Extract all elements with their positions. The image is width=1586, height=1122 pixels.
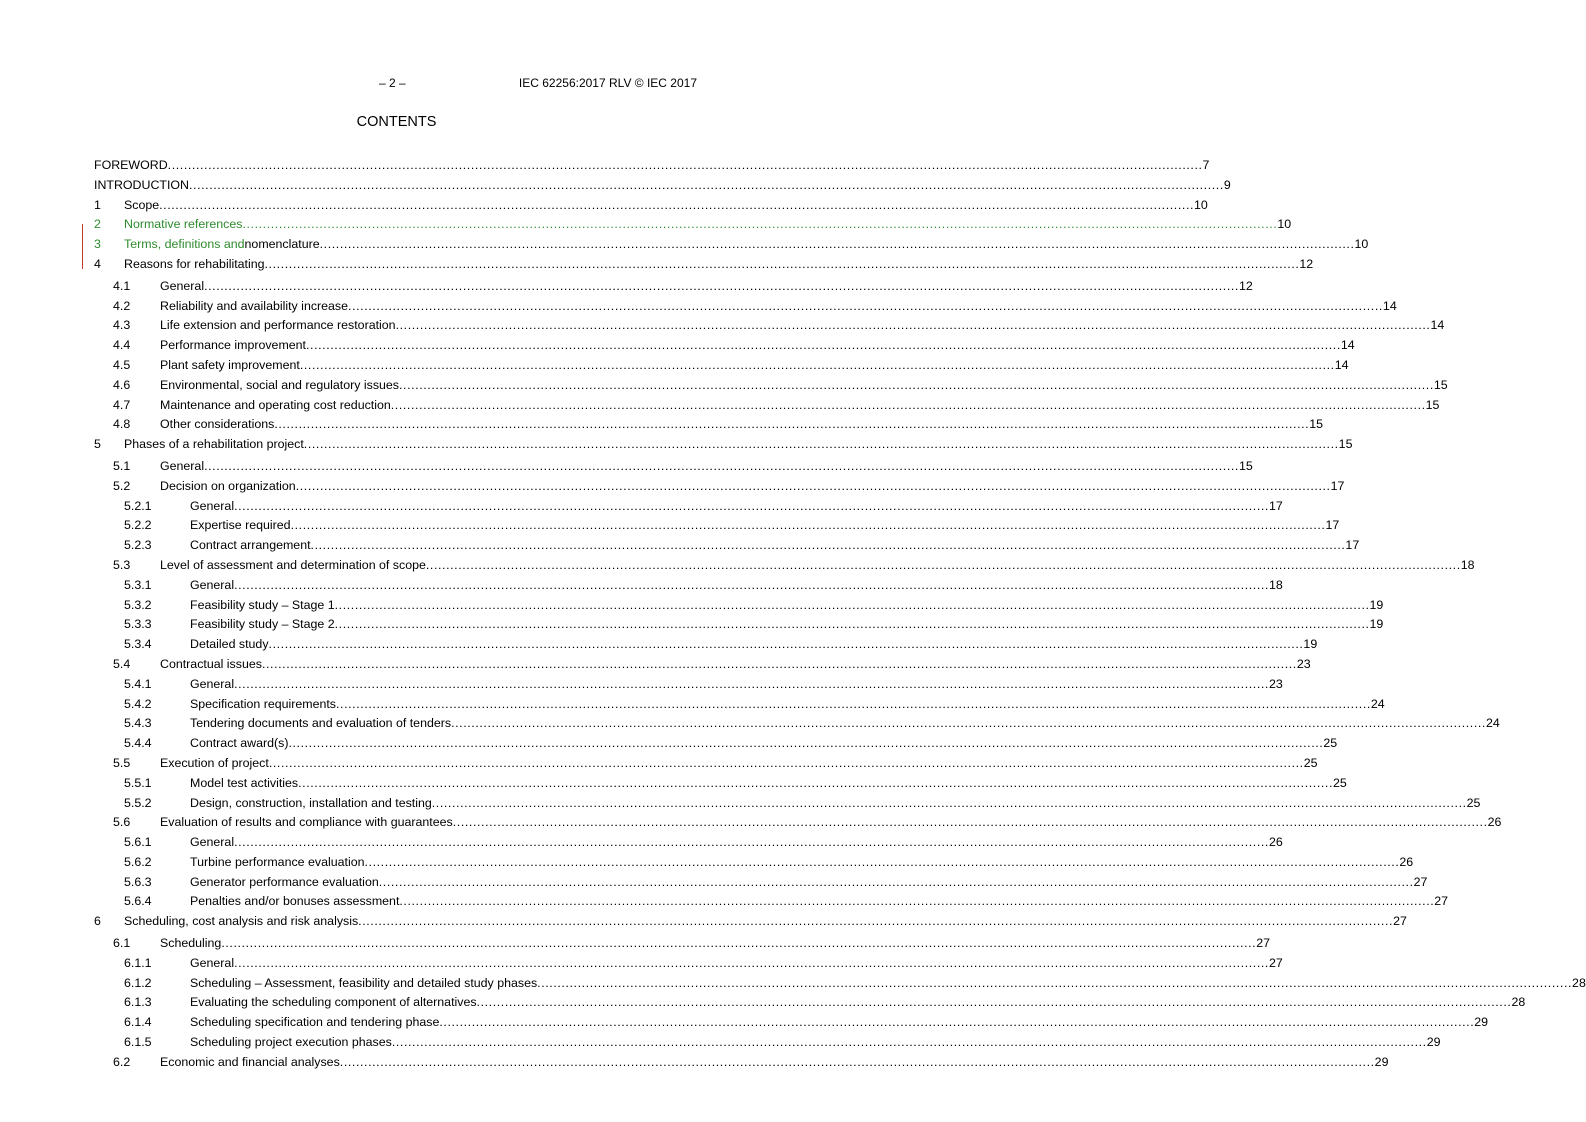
toc-entry-text: General xyxy=(190,498,235,513)
toc-entry-number: 4 xyxy=(94,256,101,271)
toc-entry-text: General xyxy=(190,676,235,691)
toc-entry-page: 27 xyxy=(1268,955,1283,970)
toc-entry-introduction[interactable]: INTRODUCTION ................................................................................................................................................................................................................................................................ 9 xyxy=(94,176,698,196)
toc-entry-page: 17 xyxy=(1325,518,1340,533)
toc-entry-number: 6.1.2 xyxy=(124,975,152,990)
toc-entry-number: 4.8 xyxy=(113,417,131,432)
toc-entry-text: Level of assessment and determination of scope xyxy=(160,557,426,572)
toc-entry-text: Contract arrangement xyxy=(190,538,311,553)
toc-entry-text: Evaluation of results and compliance with guarantees xyxy=(160,815,453,830)
toc-entry-number: 6.1.1 xyxy=(124,955,152,970)
toc-entry-number: 5.4.4 xyxy=(124,736,152,751)
toc-entry-page: 29 xyxy=(1426,1035,1441,1050)
toc-entry-5[interactable]: 5 Phases of a rehabilitation project ................................................................................................................................................................................................................................................................ 15 xyxy=(94,435,698,455)
toc-entry-page: 25 xyxy=(1323,736,1338,751)
toc-entry-6[interactable]: 6 Scheduling, cost analysis and risk analysis ................................................................................................................................................................................................................................................................ 27 xyxy=(94,912,698,932)
toc-entry-5-6-2[interactable]: 5.6.2 Turbine performance evaluation ................................................................................................................................................................................................................................................................ 26 xyxy=(94,853,698,873)
toc-entry-text: Scheduling project execution phases xyxy=(190,1035,392,1050)
toc-entry-number: 6.1.3 xyxy=(124,995,152,1010)
toc-entry-number: 5.5.2 xyxy=(124,795,152,810)
toc-entry-page: 18 xyxy=(1460,557,1475,572)
toc-entry-number: 5.6.4 xyxy=(124,894,152,909)
toc-entry-text: Execution of project xyxy=(160,755,269,770)
toc-entry-5-4-3[interactable]: 5.4.3 Tendering documents and evaluation of tenders ................................................................................................................................................................................................................................................................ 24 xyxy=(94,714,698,734)
toc-entry-5-2-2[interactable]: 5.2.2 Expertise required ................................................................................................................................................................................................................................................................ 17 xyxy=(94,516,698,536)
toc-entry-text: Generator performance evaluation xyxy=(190,874,379,889)
toc-entry-page: 28 xyxy=(1511,995,1526,1010)
toc-entry-text: Scheduling specification and tendering phase xyxy=(190,1015,440,1030)
toc-entry-5-5[interactable]: 5.5 Execution of project ................................................................................................................................................................................................................................................................ 25 xyxy=(94,754,698,774)
toc-entry-number: 2 xyxy=(94,217,101,232)
toc-entry-4[interactable]: 4 Reasons for rehabilitating ................................................................................................................................................................................................................................................................ 12 xyxy=(94,255,698,275)
toc-entry-page: 15 xyxy=(1309,417,1324,432)
toc-entry-6-1-4[interactable]: 6.1.4 Scheduling specification and tendering phase ................................................................................................................................................................................................................................................................ 29 xyxy=(94,1013,698,1033)
toc-entry-number: 4.6 xyxy=(113,377,131,392)
toc-entry-number: 4.4 xyxy=(113,338,131,353)
toc-entry-number: 5.3.4 xyxy=(124,637,152,652)
toc-entry-6-1[interactable]: 6.1 Scheduling ................................................................................................................................................................................................................................................................ 27 xyxy=(94,934,698,954)
toc-entry-text: Penalties and/or bonuses assessment xyxy=(190,894,400,909)
toc-entry-number: 6.1 xyxy=(113,936,131,951)
toc-entry-page: 17 xyxy=(1268,498,1283,513)
toc-entry-text: INTRODUCTION xyxy=(94,177,189,192)
toc-entry-4-5[interactable]: 4.5 Plant safety improvement ................................................................................................................................................................................................................................................................ 14 xyxy=(94,356,698,376)
toc-entry-page: 19 xyxy=(1303,637,1318,652)
toc-entry-number: 1 xyxy=(94,197,101,212)
toc-entry-text: Economic and financial analyses xyxy=(160,1054,340,1069)
toc-entry-number: 5.3 xyxy=(113,557,131,572)
toc-entry-page: 26 xyxy=(1487,815,1502,830)
toc-entry-5-6-4[interactable]: 5.6.4 Penalties and/or bonuses assessment ................................................................................................................................................................................................................................................................ 27 xyxy=(94,892,698,912)
toc-entry-page: 15 xyxy=(1425,397,1440,412)
toc-entry-number: 4.1 xyxy=(113,278,131,293)
toc-entry-5-5-2[interactable]: 5.5.2 Design, construction, installation and testing ................................................................................................................................................................................................................................................................ 25 xyxy=(94,794,698,814)
toc-entry-number: 5 xyxy=(94,437,101,452)
toc-entry-number: 6.2 xyxy=(113,1054,131,1069)
toc-entry-number: 5.5.1 xyxy=(124,775,152,790)
toc-entry-number: 5.4 xyxy=(113,656,131,671)
toc-entry-page: 27 xyxy=(1393,914,1407,929)
toc-entry-page: 10 xyxy=(1277,217,1292,232)
toc-entry-page: 19 xyxy=(1369,597,1384,612)
toc-entry-number: 4.2 xyxy=(113,298,131,313)
toc-entry-4-4[interactable]: 4.4 Performance improvement ................................................................................................................................................................................................................................................................ 14 xyxy=(94,336,698,356)
toc-entry-page: 12 xyxy=(1238,278,1253,293)
toc-entry-number: 5.2.1 xyxy=(124,498,152,513)
toc-entry-text: Scheduling xyxy=(160,936,222,951)
toc-entry-text: General xyxy=(190,955,235,970)
toc-entry-number: 5.5 xyxy=(113,755,131,770)
toc-entry-text: Contractual issues xyxy=(160,656,262,671)
toc-entry-page: 29 xyxy=(1374,1054,1389,1069)
toc-entry-6-1-3[interactable]: 6.1.3 Evaluating the scheduling component of alternatives ................................................................................................................................................................................................................................................................ 28 xyxy=(94,993,698,1013)
toc-entry-page: 10 xyxy=(1194,197,1208,212)
toc-entry-text: Plant safety improvement xyxy=(160,357,300,372)
toc-entry-text: General xyxy=(160,278,205,293)
toc-entry-number: 5.1 xyxy=(113,458,131,473)
toc-entry-5-4-2[interactable]: 5.4.2 Specification requirements ................................................................................................................................................................................................................................................................ 24 xyxy=(94,695,698,715)
toc-entry-page: 28 xyxy=(1572,975,1586,990)
toc-entry-5-6-3[interactable]: 5.6.3 Generator performance evaluation ................................................................................................................................................................................................................................................................ 27 xyxy=(94,873,698,893)
toc-entry-text: Scope xyxy=(124,197,160,212)
toc-entry-text: Turbine performance evaluation xyxy=(190,854,365,869)
toc-entry-number: 5.4.2 xyxy=(124,696,152,711)
toc-entry-text: Detailed study xyxy=(190,637,269,652)
toc-entry-page: 29 xyxy=(1474,1015,1489,1030)
document-reference: IEC 62256:2017 RLV © IEC 2017 xyxy=(518,76,697,90)
toc-entry-page: 26 xyxy=(1399,854,1414,869)
toc-entry-number: 5.6.2 xyxy=(124,854,152,869)
toc-entry-page: 24 xyxy=(1370,696,1385,711)
toc-entry-number: 6.1.5 xyxy=(124,1035,152,1050)
toc-entry-4-1[interactable]: 4.1 General ................................................................................................................................................................................................................................................................ 12 xyxy=(94,277,698,297)
toc-entry-5-4[interactable]: 5.4 Contractual issues ................................................................................................................................................................................................................................................................ 23 xyxy=(94,655,698,675)
toc-entry-number: 6 xyxy=(94,914,101,929)
toc-entry-foreword[interactable]: FOREWORD ................................................................................................................................................................................................................................................................ 7 xyxy=(94,156,698,176)
toc-entry-text: Expertise required xyxy=(190,518,291,533)
toc-entry-text: Environmental, social and regulatory issues xyxy=(160,377,399,392)
toc-entry-text: Reasons for rehabilitating xyxy=(124,256,265,271)
toc-entry-page: 27 xyxy=(1413,874,1428,889)
toc-entry-5-6-1[interactable]: 5.6.1 General ................................................................................................................................................................................................................................................................ 26 xyxy=(94,833,698,853)
toc-entry-page: 17 xyxy=(1330,478,1345,493)
toc-entry-5-3-2[interactable]: 5.3.2 Feasibility study – Stage 1 ................................................................................................................................................................................................................................................................ 19 xyxy=(94,596,698,616)
toc-entry-5-3-3[interactable]: 5.3.3 Feasibility study – Stage 2 ................................................................................................................................................................................................................................................................ 19 xyxy=(94,615,698,635)
toc-entry-number: 5.3.2 xyxy=(124,597,152,612)
toc-entry-page: 7 xyxy=(1202,158,1210,172)
toc-entry-page: 25 xyxy=(1466,795,1481,810)
toc-entry-number: 4.3 xyxy=(113,318,131,333)
toc-entry-5-3-4[interactable]: 5.3.4 Detailed study ................................................................................................................................................................................................................................................................ 19 xyxy=(94,635,698,655)
toc-entry-text: General xyxy=(190,577,235,592)
toc-entry-number: 6.1.4 xyxy=(124,1015,152,1030)
toc-entry-5-6[interactable]: 5.6 Evaluation of results and compliance with guarantees ................................................................................................................................................................................................................................................................ 26 xyxy=(94,813,698,833)
toc-entry-text: Feasibility study – Stage 1 xyxy=(190,597,335,612)
toc-entry-text: Design, construction, installation and testing xyxy=(190,795,432,810)
toc-entry-page: 15 xyxy=(1238,458,1253,473)
toc-entry-page: 27 xyxy=(1256,936,1270,951)
toc-entry-5-3-1[interactable]: 5.3.1 General ................................................................................................................................................................................................................................................................ 18 xyxy=(94,576,698,596)
toc-entry-number: 3 xyxy=(94,237,101,252)
toc-entry-number: 4.5 xyxy=(113,357,131,372)
toc-entry-text: General xyxy=(190,835,235,850)
toc-entry-6-1-5[interactable]: 6.1.5 Scheduling project execution phases ................................................................................................................................................................................................................................................................ 29 xyxy=(94,1033,698,1053)
toc-entry-number: 5.3.3 xyxy=(124,617,152,632)
toc-entry-text: Maintenance and operating cost reduction xyxy=(160,397,391,412)
toc-entry-2[interactable]: 2 Normative references ................................................................................................................................................................................................................................................................ 10 xyxy=(94,215,698,235)
toc-entry-4-6[interactable]: 4.6 Environmental, social and regulatory issues ................................................................................................................................................................................................................................................................ 15 xyxy=(94,376,698,396)
toc-entry-page: 10 xyxy=(1354,237,1369,252)
table-of-contents xyxy=(94,156,1586,1073)
toc-entry-page: 17 xyxy=(1345,538,1360,553)
toc-entry-5-5-1[interactable]: 5.5.1 Model test activities ................................................................................................................................................................................................................................................................ 25 xyxy=(94,774,698,794)
toc-entry-number: 5.2.2 xyxy=(124,518,152,533)
toc-entry-page: 14 xyxy=(1382,298,1397,313)
toc-entry-page: 27 xyxy=(1434,894,1449,909)
toc-entry-4-7[interactable]: 4.7 Maintenance and operating cost reduction ................................................................................................................................................................................................................................................................ 15 xyxy=(94,396,698,416)
page-title: CONTENTS xyxy=(356,114,437,130)
toc-entry-page: 23 xyxy=(1268,676,1283,691)
toc-entry-page: 25 xyxy=(1333,775,1347,790)
toc-entry-number: 5.3.1 xyxy=(124,577,152,592)
toc-entry-5-3[interactable]: 5.3 Level of assessment and determination of scope ................................................................................................................................................................................................................................................................ 18 xyxy=(94,556,698,576)
toc-entry-number: 5.2 xyxy=(113,478,131,493)
toc-entry-number: 5.4.3 xyxy=(124,716,152,731)
toc-entry-5-4-1[interactable]: 5.4.1 General ................................................................................................................................................................................................................................................................ 23 xyxy=(94,675,698,695)
toc-entry-5-4-4[interactable]: 5.4.4 Contract award(s) ................................................................................................................................................................................................................................................................ 25 xyxy=(94,734,698,754)
toc-entry-text: Terms, definitions and xyxy=(124,237,245,252)
toc-entry-page: 25 xyxy=(1303,755,1318,770)
toc-entry-5-1[interactable]: 5.1 General ................................................................................................................................................................................................................................................................ 15 xyxy=(94,457,698,477)
toc-entry-text: FOREWORD xyxy=(94,158,168,172)
toc-entry-3[interactable]: 3 Terms, definitions and nomenclature ................................................................................................................................................................................................................................................................ 10 xyxy=(94,235,698,255)
toc-entry-text: Phases of a rehabilitation project xyxy=(124,437,304,452)
toc-entry-page: 14 xyxy=(1430,318,1445,333)
toc-entry-page: 19 xyxy=(1369,617,1384,632)
toc-entry-6-2[interactable]: 6.2 Economic and financial analyses ................................................................................................................................................................................................................................................................ 29 xyxy=(94,1053,698,1073)
toc-entry-page: 24 xyxy=(1485,716,1500,731)
toc-entry-text: Feasibility study – Stage 2 xyxy=(190,617,335,632)
page-number: – 2 – xyxy=(379,76,406,90)
toc-entry-number: 5.4.1 xyxy=(124,676,152,691)
toc-entry-text: Normative references xyxy=(124,217,243,232)
toc-entry-text: Contract award(s) xyxy=(190,736,289,751)
toc-entry-text: Decision on organization xyxy=(160,478,296,493)
toc-entry-page: 18 xyxy=(1268,577,1283,592)
toc-entry-4-8[interactable]: 4.8 Other considerations ................................................................................................................................................................................................................................................................ 15 xyxy=(94,415,698,435)
toc-entry-number: 4.7 xyxy=(113,397,131,412)
toc-entry-1[interactable]: 1 Scope ................................................................................................................................................................................................................................................................ 10 xyxy=(94,196,698,216)
toc-entry-page: 12 xyxy=(1299,256,1314,271)
toc-entry-text-continued: nomenclature xyxy=(244,237,320,252)
toc-entry-page: 14 xyxy=(1334,357,1349,372)
toc-entry-text: Tendering documents and evaluation of tenders xyxy=(190,716,452,731)
toc-entry-5-2-3[interactable]: 5.2.3 Contract arrangement ................................................................................................................................................................................................................................................................ 17 xyxy=(94,536,698,556)
toc-entry-text: General xyxy=(160,458,205,473)
toc-entry-page: 9 xyxy=(1223,177,1231,192)
toc-entry-page: 15 xyxy=(1433,377,1448,392)
toc-entry-number: 5.6 xyxy=(113,815,131,830)
toc-entry-4-3[interactable]: 4.3 Life extension and performance restoration ................................................................................................................................................................................................................................................................ 14 xyxy=(94,316,698,336)
toc-entry-text: Model test activities xyxy=(190,775,299,790)
toc-entry-number: 5.6.1 xyxy=(124,835,152,850)
toc-entry-4-2[interactable]: 4.2 Reliability and availability increase ................................................................................................................................................................................................................................................................ 14 xyxy=(94,297,698,317)
toc-entry-text: Evaluating the scheduling component of alternatives xyxy=(190,995,477,1010)
toc-entry-text: Specification requirements xyxy=(190,696,337,711)
change-bar xyxy=(82,224,83,269)
toc-entry-text: Life extension and performance restoration xyxy=(160,318,396,333)
toc-entry-number: 5.2.3 xyxy=(124,538,152,553)
toc-entry-page: 14 xyxy=(1340,338,1355,353)
toc-entry-page: 23 xyxy=(1296,656,1311,671)
toc-entry-text: Performance improvement xyxy=(160,338,306,353)
toc-entry-number: 5.6.3 xyxy=(124,874,152,889)
toc-entry-5-2[interactable]: 5.2 Decision on organization ................................................................................................................................................................................................................................................................ 17 xyxy=(94,477,698,497)
toc-entry-6-1-2[interactable]: 6.1.2 Scheduling – Assessment, feasibility and detailed study phases ................................................................................................................................................................................................................................................................ 28 xyxy=(94,974,698,994)
toc-entry-5-2-1[interactable]: 5.2.1 General ................................................................................................................................................................................................................................................................ 17 xyxy=(94,497,698,517)
toc-entry-6-1-1[interactable]: 6.1.1 General ................................................................................................................................................................................................................................................................ 27 xyxy=(94,954,698,974)
toc-entry-text: Reliability and availability increase xyxy=(160,298,349,313)
toc-entry-text: Scheduling – Assessment, feasibility and detailed study phases xyxy=(190,975,538,990)
toc-entry-page: 15 xyxy=(1338,437,1353,452)
toc-entry-text: Other considerations xyxy=(160,417,275,432)
toc-entry-text: Scheduling, cost analysis and risk analysis xyxy=(124,914,359,929)
toc-entry-page: 26 xyxy=(1268,835,1283,850)
